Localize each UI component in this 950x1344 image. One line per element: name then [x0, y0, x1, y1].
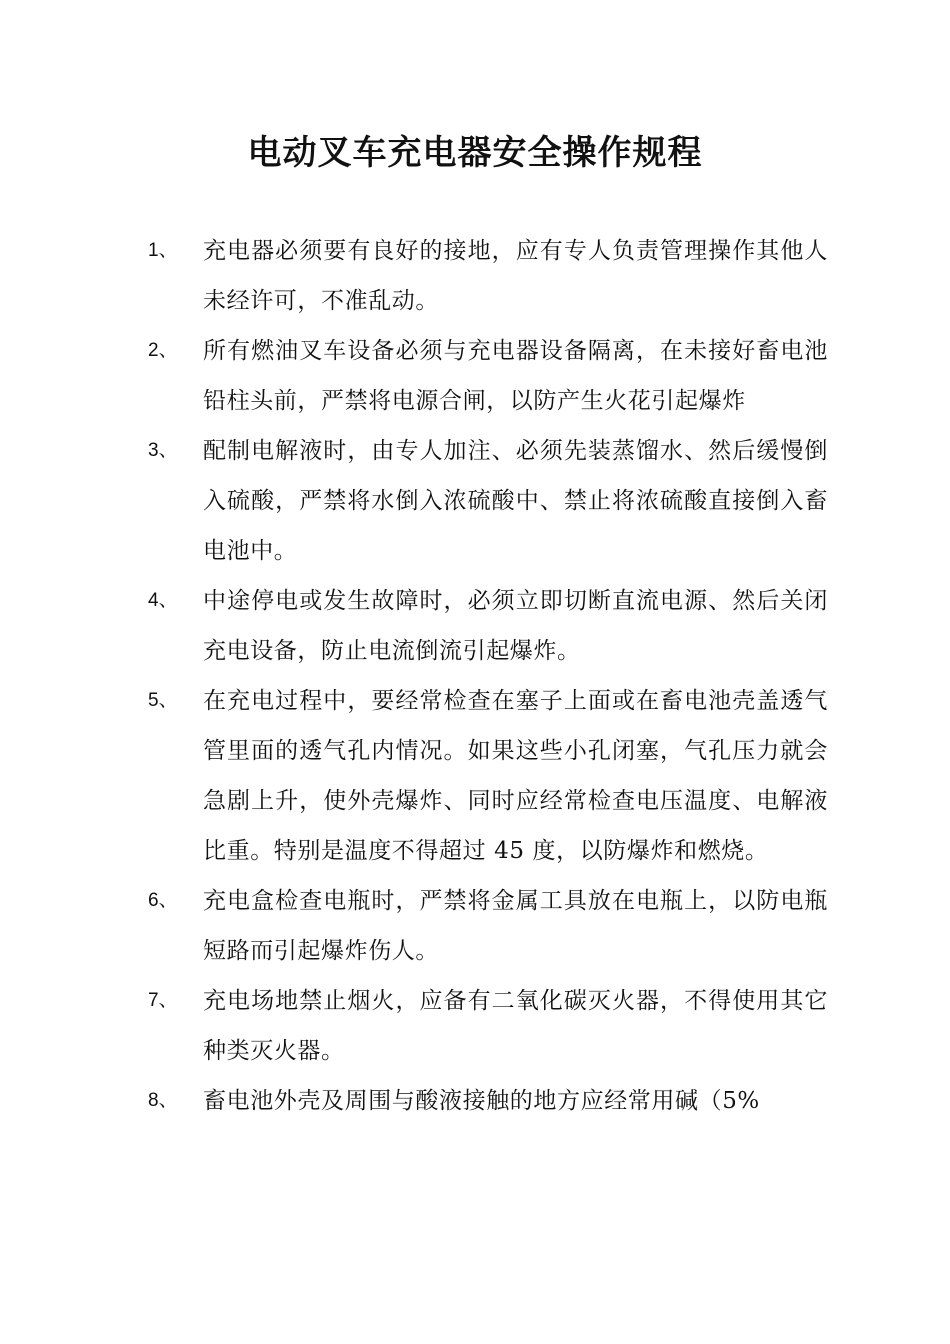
- rule-text: 充电场地禁止烟火，应备有二氧化碳灭火器，不得使用其它种类灭火器。: [203, 988, 828, 1064]
- rule-number: 3、: [148, 440, 178, 461]
- rule-item-4: [148, 576, 828, 676]
- rule-item-3: [148, 426, 828, 576]
- rule-number: 7、: [148, 990, 178, 1011]
- rule-number: 5、: [148, 690, 178, 711]
- rule-item-6: [148, 876, 828, 976]
- rule-text: 充电器必须要有良好的接地，应有专人负责管理操作其他人未经许可，不准乱动。: [203, 238, 828, 314]
- rule-text: 配制电解液时，由专人加注、必须先装蒸馏水、然后缓慢倒入硫酸，严禁将水倒入浓硫酸中、禁止将浓硫酸直接倒入畜电池中。: [203, 438, 828, 564]
- rule-text: 畜电池外壳及周围与酸液接触的地方应经常用碱（5%: [203, 1088, 760, 1114]
- rule-text: 充电盒检查电瓶时，严禁将金属工具放在电瓶上，以防电瓶短路而引起爆炸伤人。: [203, 888, 828, 964]
- document-title: 电动叉车充电器安全操作规程: [247, 133, 703, 173]
- rule-number: 4、: [148, 590, 178, 611]
- rule-item-7: [148, 976, 828, 1076]
- rule-number: 1、: [148, 240, 178, 261]
- rule-number: 2、: [148, 340, 178, 361]
- rule-number: 8、: [148, 1090, 178, 1111]
- rule-text: 在充电过程中，要经常检查在塞子上面或在畜电池壳盖透气管里面的透气孔内情况。如果这些小孔闭塞，气孔压力就会急剧上升，使外壳爆炸、同时应经常检查电压温度、电解液比重。特别是温度不得超过 45 度，以防爆炸和燃烧。: [203, 688, 828, 864]
- rule-item-1: [148, 226, 828, 326]
- rule-text: 所有燃油叉车设备必须与充电器设备隔离，在未接好畜电池铅柱头前，严禁将电源合闸，以防产生火花引起爆炸: [203, 338, 828, 414]
- rule-item-2: [148, 326, 828, 426]
- rule-item-8: [148, 1076, 828, 1126]
- rule-text: 中途停电或发生故障时，必须立即切断直流电源、然后关闭充电设备，防止电流倒流引起爆炸。: [203, 588, 828, 664]
- rules-list: [148, 226, 828, 1126]
- rule-number: 6、: [148, 890, 178, 911]
- rule-item-5: [148, 676, 828, 876]
